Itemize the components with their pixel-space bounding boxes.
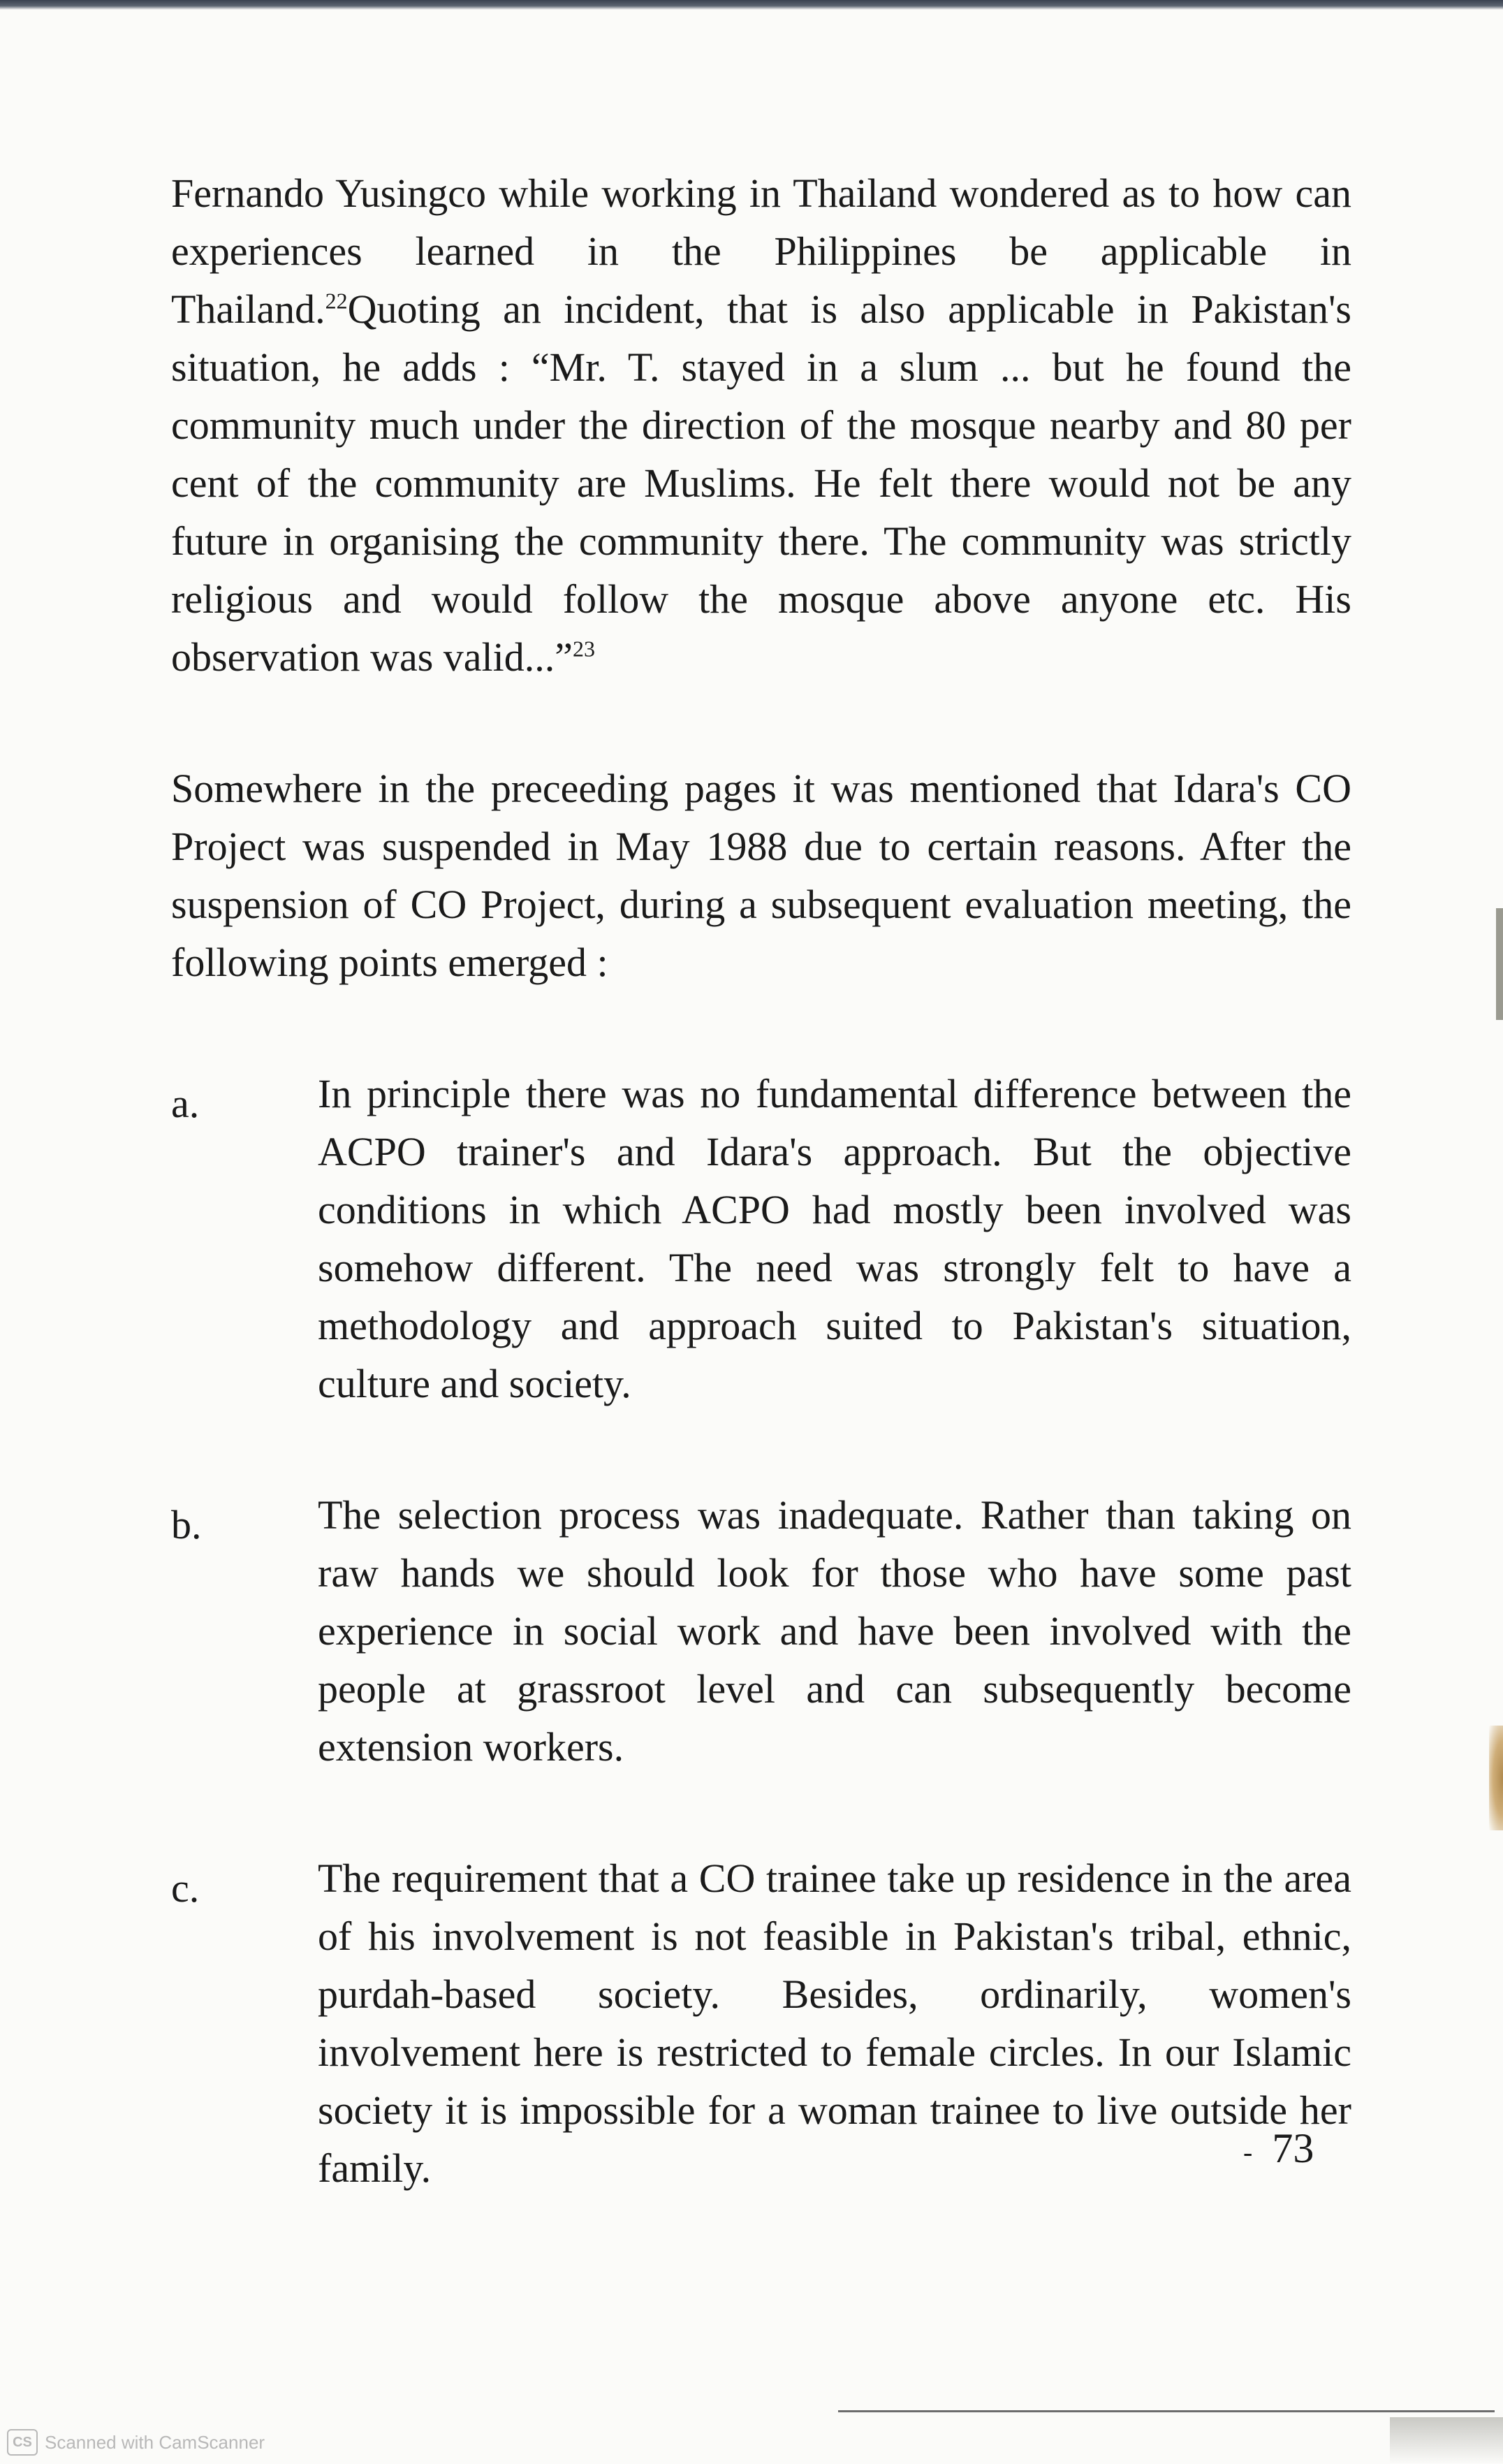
scanner-watermark bbox=[7, 2429, 265, 2456]
scan-stain bbox=[1489, 1726, 1503, 1830]
list-item-text: The selection process was inadequate. Rather than taking on raw hands we should look for those who have some past experience in social work and have been involved with the people at grassroot level and can subsequently become extension workers. bbox=[318, 1492, 1351, 1770]
page-number bbox=[1243, 2124, 1314, 2177]
paragraph-yusingco bbox=[171, 164, 1351, 686]
bottom-rule bbox=[838, 2410, 1495, 2412]
scan-right-edge bbox=[1496, 908, 1503, 1020]
list-item-a bbox=[171, 1065, 1351, 1413]
scanner-label: Scanned with CamScanner bbox=[45, 2431, 265, 2453]
paragraph-1-text-a: Fernando Yusingco while working in Thailand wondered as to how can experiences learned in the Philippines be applicable in Thailand. bbox=[171, 170, 1351, 332]
list-item-letter: a. bbox=[171, 1081, 200, 1126]
page-number-value: 73 bbox=[1272, 2125, 1314, 2171]
footnote-marker-22: 22 bbox=[325, 288, 348, 314]
paragraph-1-text-b: Quoting an incident, that is also applicable in Pakistan's situation, he adds : “Mr. T. stayed in a slum ... but he found the community much under the direction of the mosque nearby and 80 per cent of the community are Muslims. He felt there would not be any future in organising the community there. The community was strictly religious and would follow the mosque above anyone etc. His observation was valid...” bbox=[171, 286, 1351, 680]
scan-bottom-shadow bbox=[1390, 2417, 1503, 2464]
list-item-b bbox=[171, 1486, 1351, 1776]
camscanner-logo-icon: CS bbox=[7, 2429, 38, 2456]
scan-top-edge bbox=[0, 0, 1503, 10]
list-item-text: The requirement that a CO trainee take up residence in the area of his involvement is not feasible in Pakistan's tribal, ethnic, purdah-based society. Besides, ordinarily, women's involvement here is restricted to female circles. In our Islamic society it is impossible for a woman trainee to live outside her family. bbox=[318, 1856, 1351, 2191]
page-body bbox=[171, 164, 1351, 2270]
list-item-letter: c. bbox=[171, 1865, 200, 1911]
footnote-marker-23: 23 bbox=[573, 636, 596, 662]
paragraph-suspension: Somewhere in the preceeding pages it was mentioned that Idara's CO Project was suspended in May 1988 due to certain reasons. After the suspension of CO Project, during a subsequent evaluation meeting, the following points emerged : bbox=[171, 766, 1351, 985]
list-item-c bbox=[171, 1849, 1351, 2197]
page-number-dash: - bbox=[1243, 2136, 1253, 2168]
list-item-letter: b. bbox=[171, 1502, 202, 1547]
list-item-text: In principle there was no fundamental difference between the ACPO trainer's and Idara's approach. But the objective conditions in which ACPO had mostly been involved was somehow different. The need was strongly felt to have a methodology and approach suited to Pakistan's situation, culture and society. bbox=[318, 1071, 1351, 1406]
